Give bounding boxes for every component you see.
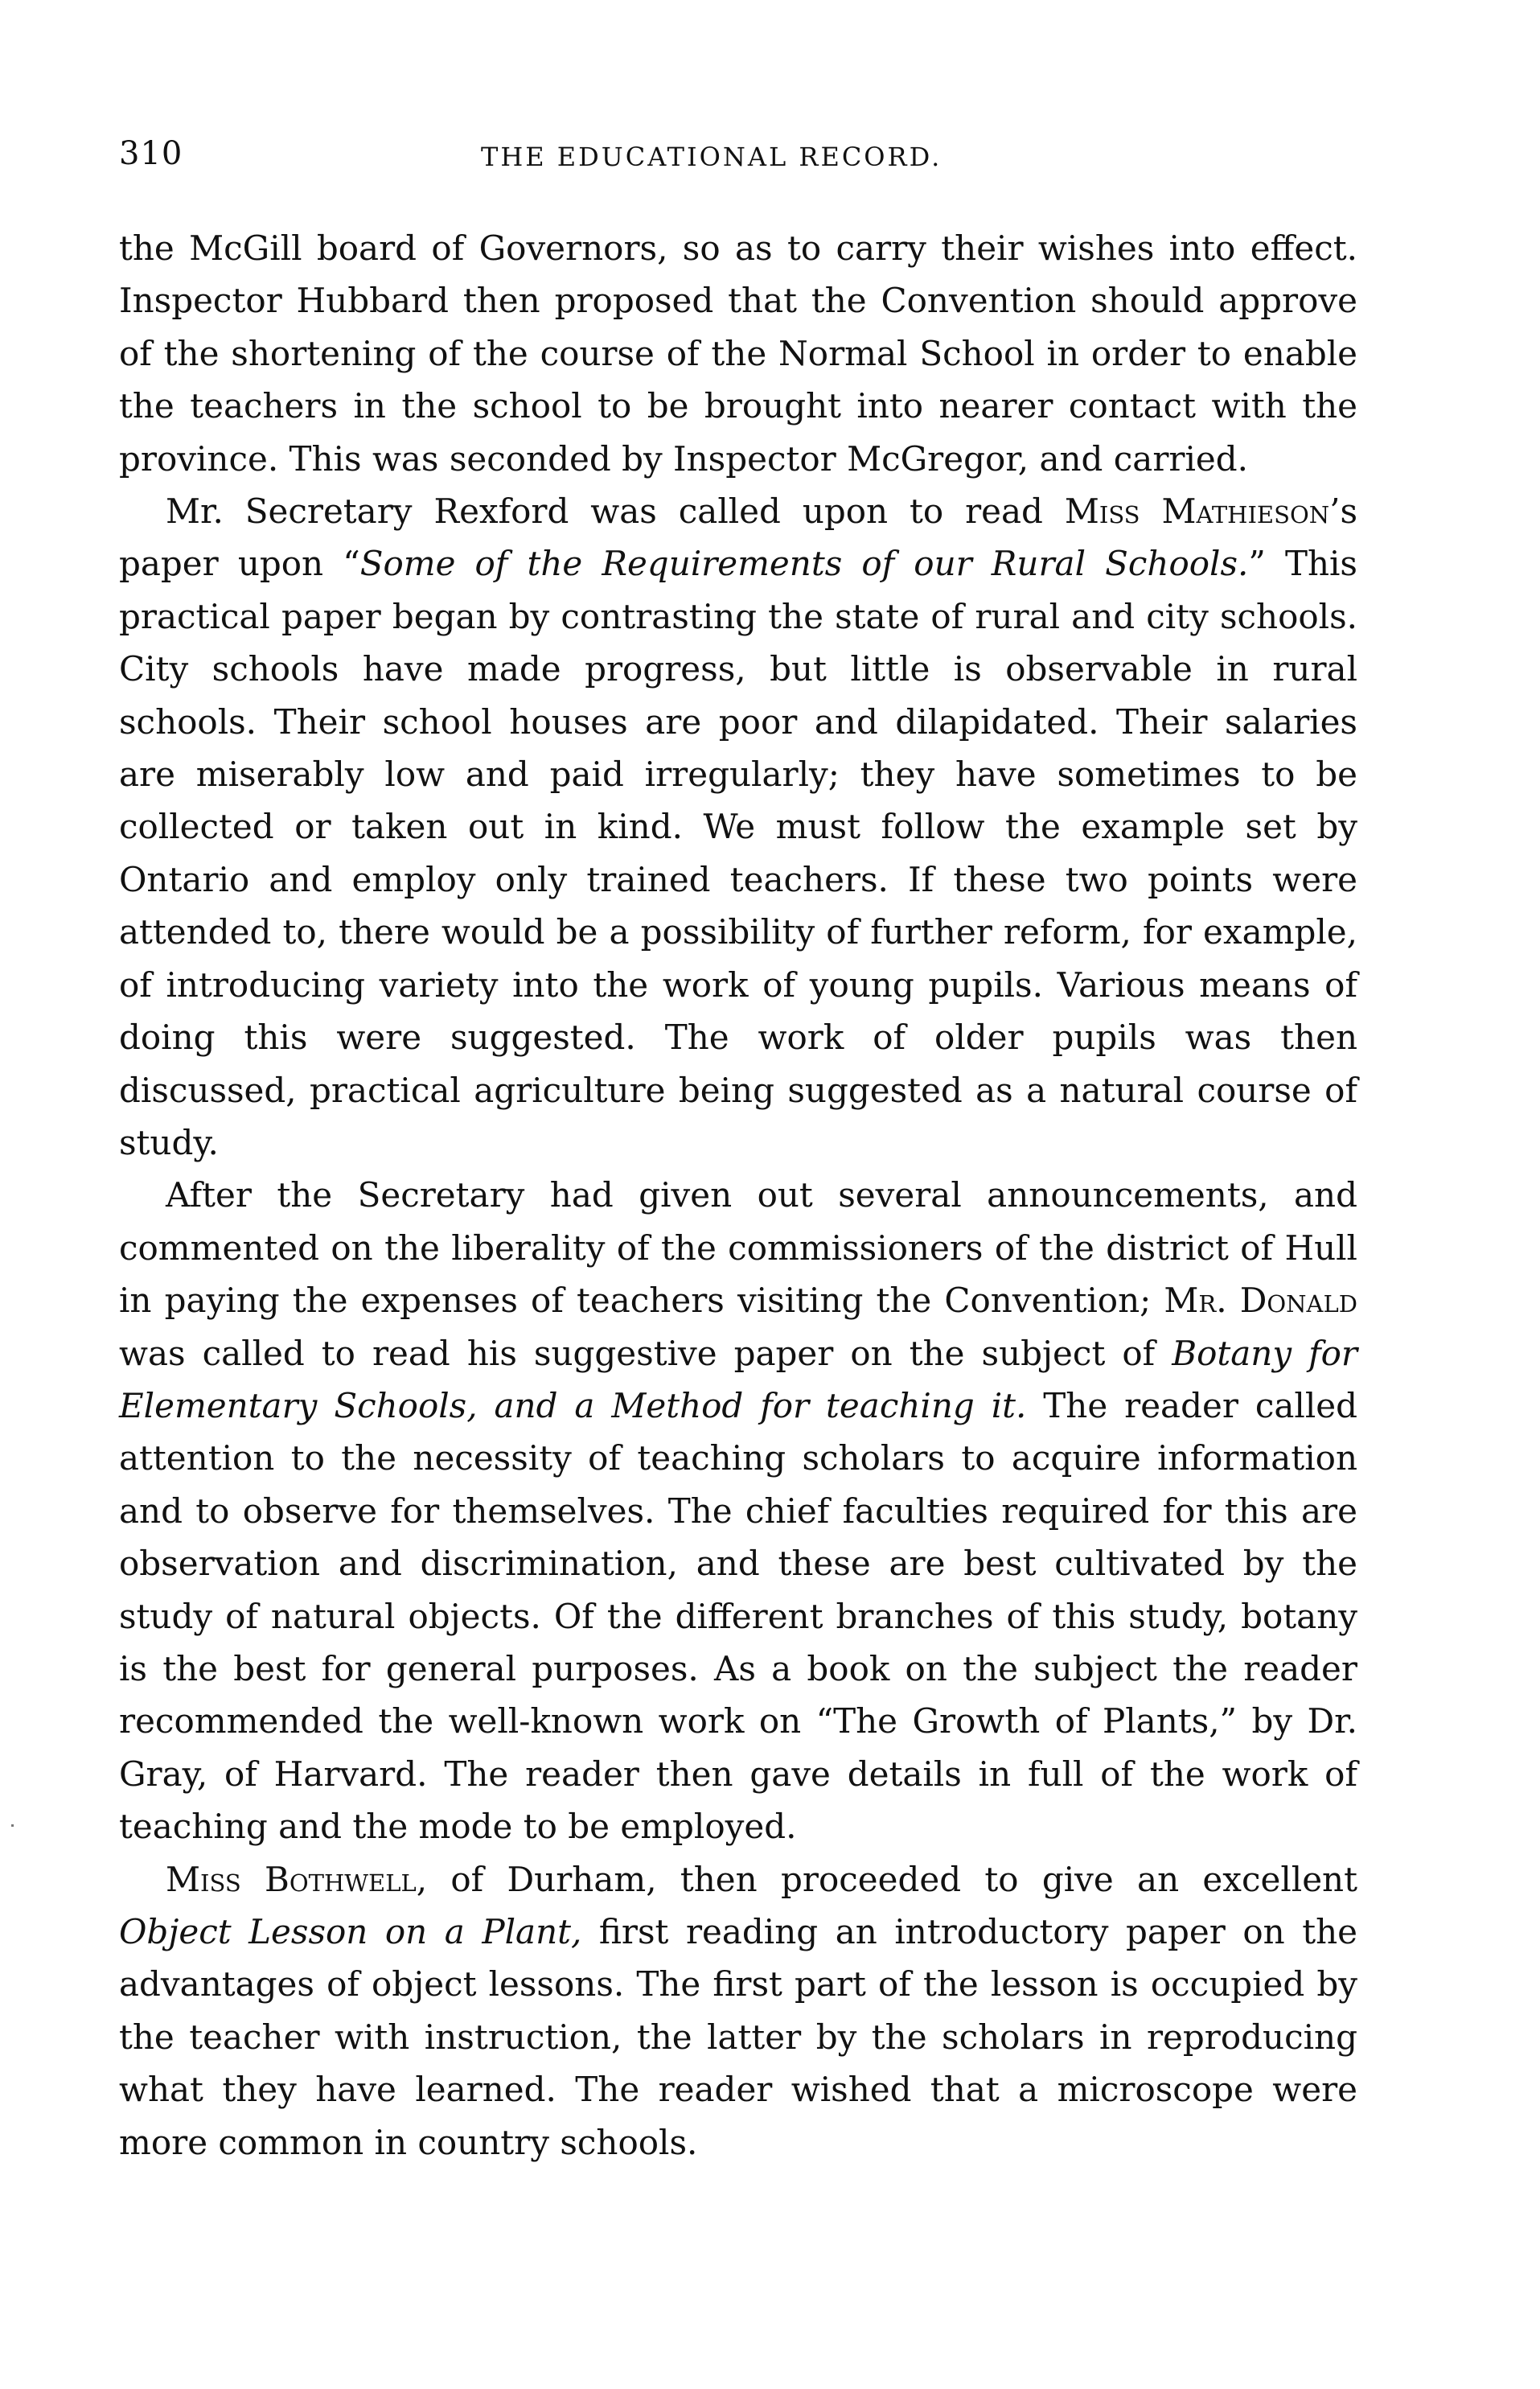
speaker-name-mathieson: Miss Mathieson	[1064, 491, 1330, 532]
speaker-name-bothwell: Miss Bothwell	[166, 1859, 417, 1899]
paragraph-4	[119, 1853, 1357, 2169]
speaker-name-donald: Mr. Donald	[1164, 1281, 1357, 1321]
running-head	[119, 135, 1357, 191]
paragraph-3	[119, 1169, 1357, 1852]
paragraph-3-part-c: was called to read his suggestive paper on the subject of	[119, 1333, 1172, 1373]
paper-title-botany: Botany for Elementary Schools, and a Method for teaching it.	[119, 1333, 1357, 1425]
paragraph-2	[119, 485, 1357, 1169]
margin-mark	[11, 1824, 14, 1827]
paragraph-1	[119, 222, 1357, 485]
paper-title-rural-schools: Some of the Requirements of our Rural Schools.	[359, 544, 1249, 584]
paragraph-2-part-e: ” This practical paper began by contrasting the state of rural and city schools. City schools have made progress, but little is observable in rural schools. Their school houses are poor and dilapidated. Their salaries are miserably low and paid irregularly; they have sometimes to be collected or taken out in kind. We must follow the example set by Ontario and employ only trained teachers. If these two points were attended to, there would be a possibility of further reform, for example, of introducing variety into the work of young pupils. Various means of doing this were suggested. The work of older pupils was then discussed, practical agriculture being suggested as a natural course of study.	[119, 544, 1357, 1162]
paragraph-2-part-a: Mr. Secretary Rexford was called upon to read	[166, 491, 1065, 532]
paragraph-4-part-d: first reading an introductory paper on the advantages of object lessons. The first part of the lesson is occupied by the teacher with instruction, the latter by the scholars in reproducing what they have learned. The reader wished that a microscope were more common in country schools.	[119, 1912, 1357, 2162]
page-number: 310	[119, 135, 183, 172]
paragraph-3-part-a: After the Secretary had given out several announcements, and commented on the liberality of the commissioners of the district of Hull in paying the expenses of teachers visiting the Convention;	[119, 1175, 1357, 1321]
paragraph-2-part-c: ’s paper upon “	[119, 491, 1357, 584]
lesson-title-plant: Object Lesson on a Plant,	[119, 1912, 582, 1951]
paragraph-4-part-b: , of Durham, then proceeded to give an excellent	[416, 1859, 1357, 1899]
paragraph-1-text: the McGill board of Governors, so as to carry their wishes into effect. Inspector Hubbard then proposed that the Convention should approve of the shortening of the course of the Normal School in order to enable the teachers in the school to be brought into nearer contact with the province. This was seconded by Inspector McGregor, and carried.	[119, 228, 1357, 479]
running-title: THE EDUCATIONAL RECORD.	[481, 142, 942, 172]
paragraph-3-part-e: The reader called attention to the necessity of teaching scholars to acquire information and to observe for themselves. The chief faculties required for this are observation and discrimination, and these are best cultivated by the study of natural objects. Of the different branches of this study, botany is the best for general purposes. As a book on the subject the reader recommended the well-known work on “The Growth of Plants,” by Dr. Gray, of Harvard. The reader then gave details in full of the work of teaching and the mode to be employed.	[119, 1385, 1357, 1847]
document-page	[119, 135, 1357, 2169]
